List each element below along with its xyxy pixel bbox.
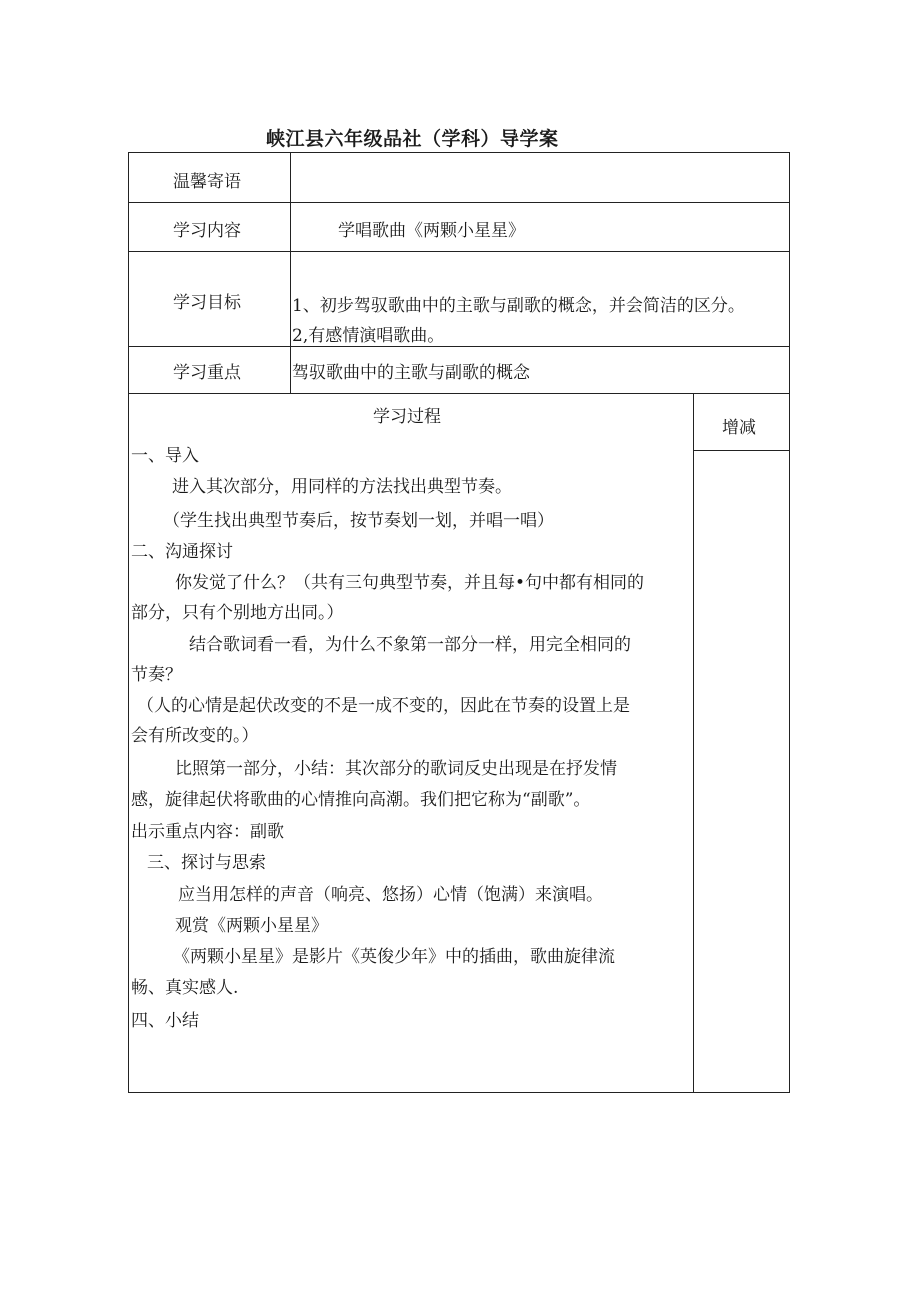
- section-heading: 三、探讨与思索: [147, 853, 266, 873]
- paragraph-line: 你发觉了什么？（共有三句典型节奏，并且每•句中都有相同的: [175, 573, 645, 593]
- paragraph-line: 感，旋律起伏将歌曲的心情推向高潮。我们把它称为“副歌”。: [131, 790, 591, 810]
- paragraph-line: 会有所改变的。）: [131, 726, 259, 746]
- paragraph-line: 观赏《两颗小星星》: [175, 916, 328, 936]
- section-heading: 四、小结: [131, 1011, 199, 1031]
- row-divider: [129, 251, 789, 252]
- row-divider: [129, 346, 789, 347]
- paragraph-line: 部分，只有个别地方出同。）: [131, 603, 344, 623]
- paragraph-line: （人的心情是起伏改变的不是一成不变的，因此在节奏的设置上是: [137, 696, 630, 716]
- paragraph-line: 出示重点内容：副歌: [131, 822, 284, 842]
- paragraph-line: 进入其次部分，用同样的方法找出典型节奏。: [172, 477, 512, 497]
- section-heading: 一、导入: [131, 446, 199, 466]
- paragraph-line: （学生找出典型节奏后，按节奏划一划，并唱一唱）: [163, 511, 554, 531]
- process-column-divider: [693, 393, 694, 1092]
- paragraph-line: 结合歌词看一看，为什么不象第一部分一样，用完全相同的: [189, 635, 631, 655]
- row-label-greeting: 温馨寄语: [173, 172, 241, 192]
- lesson-plan-table: [128, 152, 790, 1093]
- paragraph-line: 比照第一部分，小结：其次部分的歌词反史出现是在抒发情: [175, 759, 617, 779]
- learning-goal-1: 1、初步驾驭歌曲中的主歌与副歌的概念，并会简洁的区分。: [292, 296, 745, 316]
- side-column-divider: [693, 450, 789, 451]
- row-label-focus: 学习重点: [173, 363, 241, 383]
- side-heading: 增减: [722, 418, 756, 438]
- paragraph-line: 《两颗小星星》是影片《英俊少年》中的插曲，歌曲旋律流: [173, 947, 615, 967]
- row-divider: [129, 393, 789, 394]
- process-heading: 学习过程: [373, 407, 441, 427]
- paragraph-line: 畅、真实感人.: [131, 978, 239, 998]
- row-divider: [129, 202, 789, 203]
- section-heading: 二、沟通探讨: [131, 542, 233, 562]
- row-label-goals: 学习目标: [173, 293, 241, 313]
- paragraph-line: 应当用怎样的声音（响亮、悠扬）心情（饱满）来演唱。: [178, 885, 603, 905]
- learning-content-text: 学唱歌曲《两颗小星星》: [338, 221, 525, 241]
- row-label-content: 学习内容: [173, 221, 241, 241]
- document-title: 峡江县六年级品社（学科）导学案: [266, 128, 559, 150]
- learning-goal-2: 2,有感情演唱歌曲。: [292, 326, 445, 346]
- label-column-divider: [290, 153, 291, 393]
- learning-focus-text: 驾驭歌曲中的主歌与副歌的概念: [292, 363, 530, 383]
- paragraph-line: 节奏？: [131, 665, 182, 685]
